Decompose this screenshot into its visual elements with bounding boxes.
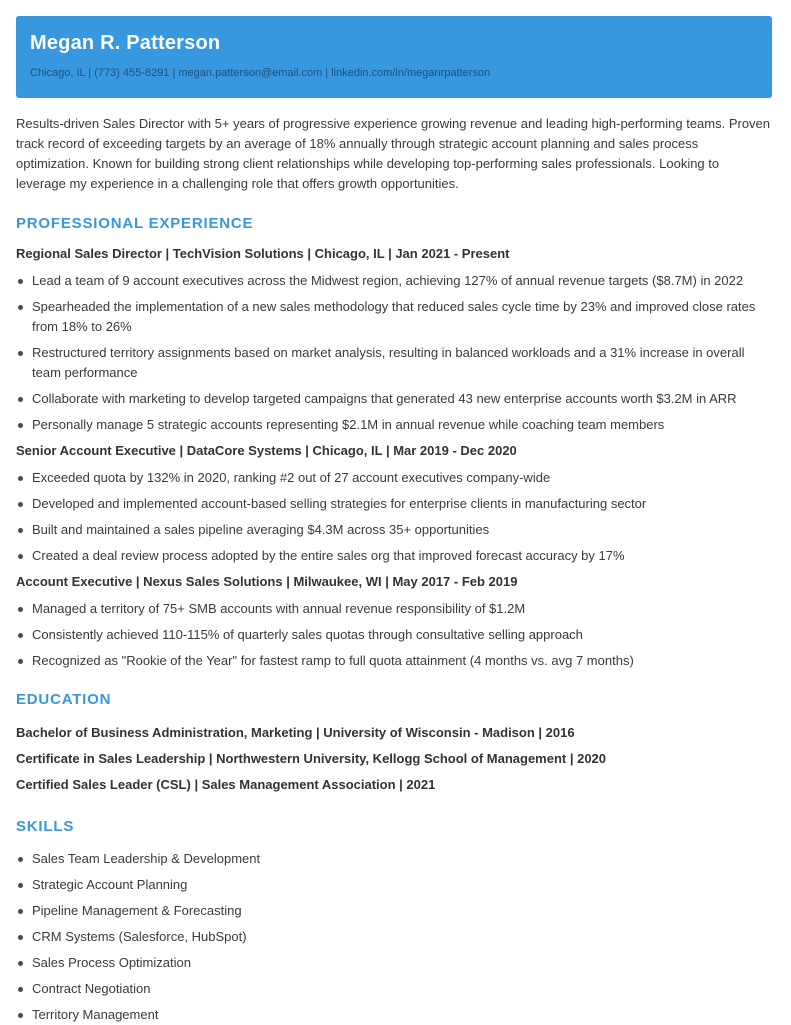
- list-item: [16, 468, 772, 488]
- list-item: [16, 875, 772, 895]
- list-item: [16, 599, 772, 619]
- professional-summary: Results-driven Sales Director with 5+ years of progressive experience growing revenue and leading high-performing teams. Proven track record of exceeding targets by an average of 18% annually through strategic account planning and sales process optimization. Known for building strong client relationships while developing top-performing sales professionals. Looking to leverage my experience in a challenging role that offers growth opportunities.: [16, 116, 771, 191]
- education-heading: EDUCATION: [16, 691, 112, 708]
- bullet-text: Spearheaded the implementation of a new sales methodology that reduced sales cycle time by 23% and improved close rates from 18% to 26%: [32, 299, 756, 334]
- bullet-dot-icon: [18, 279, 23, 284]
- skill-text: Territory Management: [32, 1007, 159, 1022]
- bullet-dot-icon: [18, 987, 23, 992]
- bullet-text: Personally manage 5 strategic accounts representing $2.1M in annual revenue while coaching team members: [32, 417, 665, 432]
- job-title: Regional Sales Director | TechVision Solutions | Chicago, IL | Jan 2021 - Present: [16, 246, 510, 261]
- list-item: [16, 927, 772, 947]
- bullet-dot-icon: [18, 961, 23, 966]
- job-bullets: [16, 468, 772, 566]
- education-item: Certified Sales Leader (CSL) | Sales Management Association | 2021: [16, 777, 436, 792]
- candidate-name: Megan R. Patterson: [30, 32, 221, 54]
- list-item: [16, 849, 772, 869]
- job-entry: [16, 572, 772, 671]
- bullet-dot-icon: [18, 476, 23, 481]
- experience-heading: PROFESSIONAL EXPERIENCE: [16, 215, 254, 232]
- job-entry: [16, 441, 772, 566]
- bullet-dot-icon: [18, 554, 23, 559]
- list-item: [16, 520, 772, 540]
- bullet-dot-icon: [18, 1013, 23, 1018]
- list-item: [16, 953, 772, 973]
- skill-text: Pipeline Management & Forecasting: [32, 903, 242, 918]
- list-item: [16, 651, 772, 671]
- list-item: [16, 415, 772, 435]
- job-title: Account Executive | Nexus Sales Solutions | Milwaukee, WI | May 2017 - Feb 2019: [16, 574, 518, 589]
- list-item: [16, 979, 772, 999]
- resume-header: [16, 16, 772, 98]
- education-item: Certificate in Sales Leadership | Northwestern University, Kellogg School of Management | 2020: [16, 751, 607, 766]
- skill-text: Sales Team Leadership & Development: [32, 851, 261, 866]
- bullet-text: Collaborate with marketing to develop targeted campaigns that generated 43 new enterprise accounts worth $3.2M in ARR: [32, 391, 737, 406]
- list-item: [16, 901, 772, 921]
- education-section: [16, 690, 772, 795]
- bullet-dot-icon: [18, 397, 23, 402]
- bullet-text: Exceeded quota by 132% in 2020, ranking #2 out of 27 account executives company-wide: [32, 470, 551, 485]
- bullet-dot-icon: [18, 883, 23, 888]
- bullet-dot-icon: [18, 935, 23, 940]
- skills-section: [16, 817, 772, 1025]
- skill-text: CRM Systems (Salesforce, HubSpot): [32, 929, 247, 944]
- bullet-text: Consistently achieved 110-115% of quarterly sales quotas through consultative selling approach: [32, 627, 583, 642]
- list-item: [16, 625, 772, 645]
- job-entry: [16, 244, 772, 435]
- bullet-text: Lead a team of 9 account executives across the Midwest region, achieving 127% of annual revenue targets ($8.7M) in 2022: [32, 273, 744, 288]
- skill-text: Sales Process Optimization: [32, 955, 191, 970]
- bullet-text: Recognized as "Rookie of the Year" for fastest ramp to full quota attainment (4 months vs. avg 7 months): [32, 653, 634, 668]
- bullet-text: Developed and implemented account-based selling strategies for enterprise clients in manufacturing sector: [32, 496, 647, 511]
- list-item: [16, 494, 772, 514]
- bullet-dot-icon: [18, 909, 23, 914]
- job-bullets: [16, 599, 772, 671]
- list-item: [16, 1005, 772, 1025]
- bullet-dot-icon: [18, 305, 23, 310]
- bullet-dot-icon: [18, 633, 23, 638]
- skills-heading: SKILLS: [16, 818, 75, 835]
- bullet-dot-icon: [18, 857, 23, 862]
- bullet-dot-icon: [18, 607, 23, 612]
- list-item: [16, 343, 772, 383]
- job-bullets: [16, 271, 772, 435]
- bullet-text: Managed a territory of 75+ SMB accounts with annual revenue responsibility of $1.2M: [32, 601, 526, 616]
- bullet-dot-icon: [18, 502, 23, 507]
- skill-text: Contract Negotiation: [32, 981, 151, 996]
- experience-section: [16, 214, 772, 671]
- job-title: Senior Account Executive | DataCore Systems | Chicago, IL | Mar 2019 - Dec 2020: [16, 443, 517, 458]
- contact-line: Chicago, IL | (773) 455-8291 | megan.patterson@email.com | linkedin.com/in/meganrpatterson: [30, 67, 491, 79]
- bullet-dot-icon: [18, 659, 23, 664]
- education-item: Bachelor of Business Administration, Marketing | University of Wisconsin - Madison | 2016: [16, 725, 575, 740]
- bullet-dot-icon: [18, 528, 23, 533]
- bullet-dot-icon: [18, 423, 23, 428]
- bullet-dot-icon: [18, 351, 23, 356]
- bullet-text: Created a deal review process adopted by the entire sales org that improved forecast accuracy by 17%: [32, 548, 625, 563]
- bullet-text: Built and maintained a sales pipeline averaging $4.3M across 35+ opportunities: [32, 522, 490, 537]
- education-list: [16, 723, 772, 795]
- resume-body: [16, 114, 772, 1025]
- list-item: [16, 546, 772, 566]
- list-item: [16, 271, 772, 291]
- list-item: [16, 389, 772, 409]
- skill-text: Strategic Account Planning: [32, 877, 188, 892]
- bullet-text: Restructured territory assignments based on market analysis, resulting in balanced workloads and a 31% increase in overall team performance: [32, 345, 745, 380]
- skills-list: [16, 849, 772, 1025]
- list-item: [16, 297, 772, 337]
